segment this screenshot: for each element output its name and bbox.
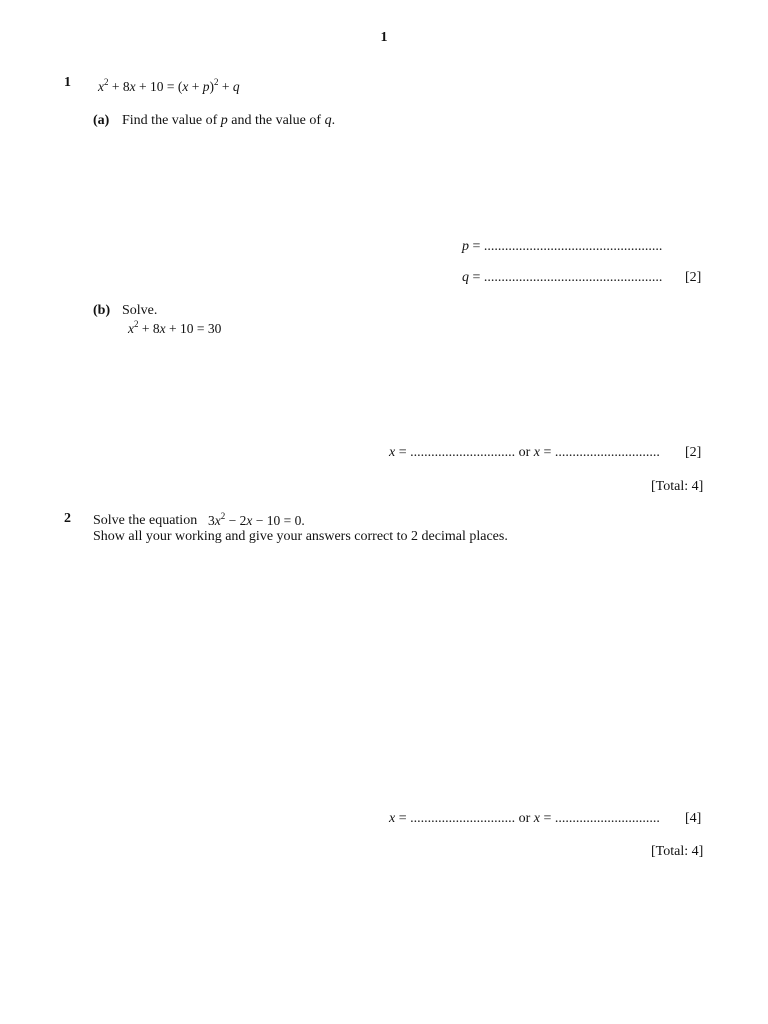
q1b-equation: $x^2 + 8x + 10 = 30$ [128, 319, 222, 336]
q2-instruction-text: Show all your working and give your answers correct to 2 decimal places. [93, 529, 508, 544]
answer-line-p[interactable]: p = ................................................... [462, 239, 663, 254]
question-number: 1 [64, 75, 71, 90]
marks-1a: [2] [685, 270, 702, 285]
q2-equation: $3x^2 - 2x - 10 = 0$. [208, 511, 305, 528]
q1a-question-text: Find the value of p and the value of q. [122, 113, 336, 128]
total-marks-q2: [Total: 4] [651, 844, 704, 859]
page-number: 1 [380, 30, 388, 45]
q1b-question-text: Solve. [122, 303, 158, 318]
part-label-a: (a) [93, 113, 110, 128]
marks-1b: [2] [685, 445, 702, 460]
answer-line-q2[interactable]: x = .............................. or x = .............................. [389, 811, 660, 826]
answer-line-q[interactable]: q = ................................................... [462, 270, 663, 285]
part-label-b: (b) [93, 303, 111, 318]
q2-question-text: Solve the equation [93, 513, 198, 528]
answer-line-1b[interactable]: x = .............................. or x = .............................. [389, 445, 660, 460]
total-marks-q1: [Total: 4] [651, 479, 704, 494]
q1-equation: $x^2 + 8x + 10 = (x + p)^2 + q$ [98, 77, 240, 94]
question-number: 2 [64, 511, 71, 526]
marks-q2: [4] [685, 811, 702, 826]
